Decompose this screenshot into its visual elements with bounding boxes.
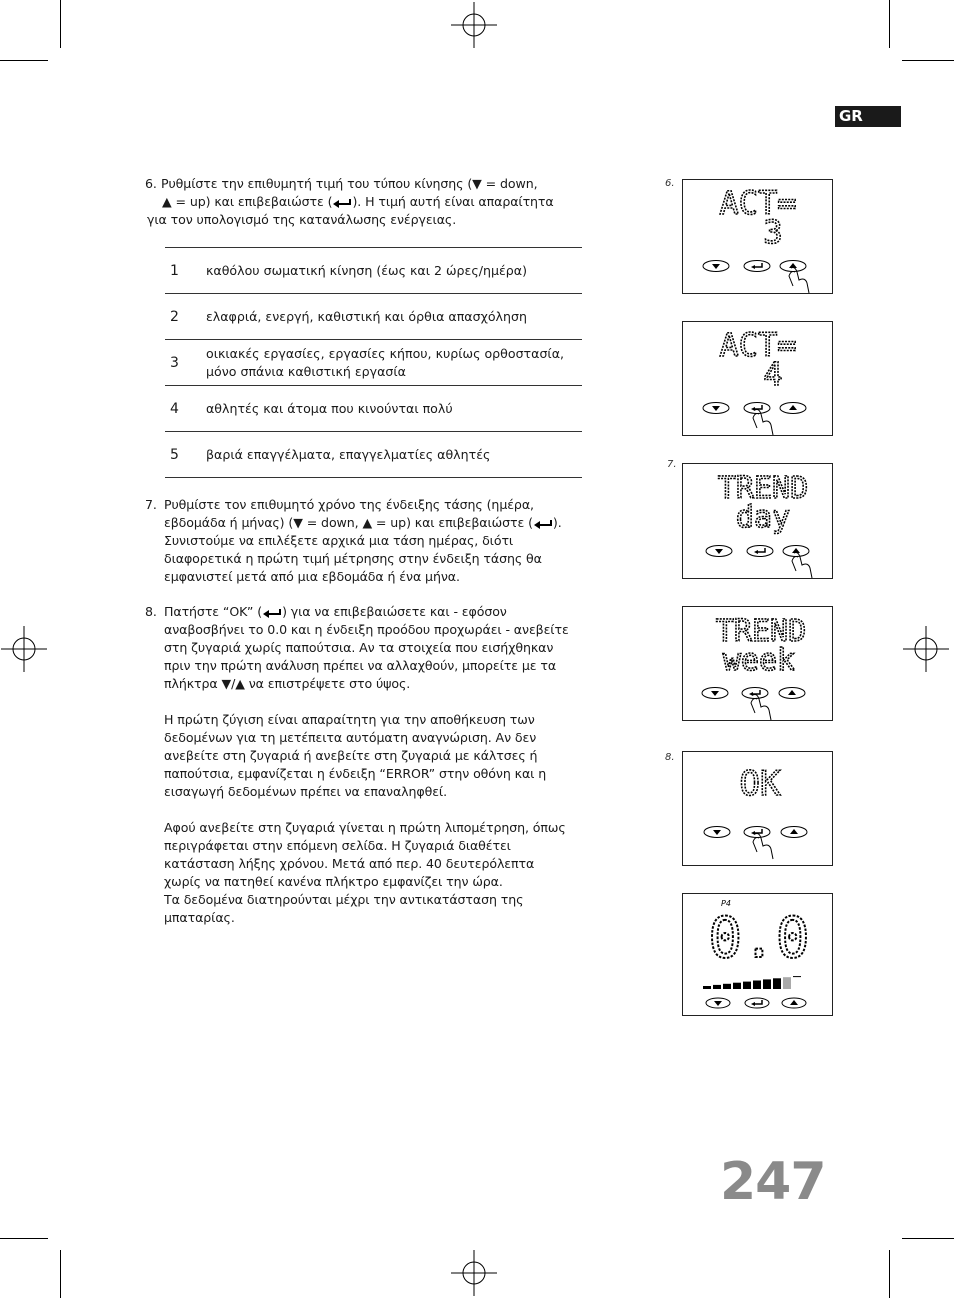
crop-mark xyxy=(889,1250,890,1298)
registration-mark-icon xyxy=(903,626,949,672)
progress-segment xyxy=(753,981,761,990)
enter-button-icon[interactable] xyxy=(742,688,768,699)
step-number: 7. xyxy=(145,497,157,512)
step-line: Ρυθμίστε τον επιθυμητό χρόνο της ένδειξης τάσης (ημέρα, xyxy=(164,497,534,512)
table-row xyxy=(165,431,582,478)
progress-segment xyxy=(733,983,741,989)
progress-segment xyxy=(713,985,721,989)
step-line: περιγράφεται στην επόμενη σελίδα. Η ζυγαριά διαθέτει xyxy=(164,838,511,853)
enter-key-icon xyxy=(262,608,282,618)
step-line: εβδομάδα ή μήνας) (▼ = down, ▲ = up) και επιβεβαιώστε ( ). xyxy=(164,515,562,530)
step-line: εμφανιστεί μετά από μια εβδομάδα ή ένα μήνα. xyxy=(164,569,460,584)
progress-segment xyxy=(793,976,801,977)
lcd-panel-trend-week xyxy=(682,606,833,721)
crop-mark xyxy=(0,1238,48,1239)
lcd-line-2: day xyxy=(735,500,791,535)
lcd-line-2: 4 xyxy=(763,355,783,393)
registration-mark-icon xyxy=(1,626,47,672)
step-line: Αφού ανεβείτε στη ζυγαριά γίνεται η πρώτη λιπομέτρηση, όπως xyxy=(164,820,566,835)
crop-mark xyxy=(902,60,954,61)
step-line: για τον υπολογισμό της κατανάλωσης ενέργειας. xyxy=(147,212,457,227)
user-tag: P4 xyxy=(721,899,731,908)
lcd-line-1: TREND xyxy=(717,471,809,506)
enter-button-icon[interactable] xyxy=(744,827,770,838)
down-button-icon[interactable] xyxy=(703,261,729,272)
lcd-line-2: 3 xyxy=(763,213,783,251)
lcd-line-2: week xyxy=(722,643,796,678)
step-number: 6. xyxy=(145,176,157,191)
step-number: 8. xyxy=(145,604,157,619)
step-line: παπούτσια, εμφανίζεται η ένδειξη “ERROR” στην οθόνη και η xyxy=(164,766,547,781)
step-line: στη ζυγαριά χωρίς παπούτσια. Αν τα στοιχεία που εισήχθηκαν xyxy=(164,640,554,655)
activity-level: 1 xyxy=(170,262,179,279)
step-line: Συνιστούμε να επιλέξετε αρχικά μια τάση ημέρας, διότι xyxy=(164,533,514,548)
crop-mark xyxy=(889,0,890,48)
activity-level: 3 xyxy=(170,354,179,371)
registration-mark-icon xyxy=(451,1250,497,1296)
activity-level: 2 xyxy=(170,308,179,325)
down-button-icon[interactable] xyxy=(702,688,728,699)
lcd-line-1: ACT= xyxy=(719,326,797,364)
activity-description: οικιακές εργασίες, εργασίες κήπου, κυρίως ορθοστασία, μόνο σπάνια καθιστική εργασία xyxy=(206,345,564,379)
enter-button-icon[interactable] xyxy=(744,403,770,414)
panel-label: 6. xyxy=(665,178,675,189)
step-line: Ρυθμίστε την επιθυμητή τιμή του τύπου κίνησης (▼ = down, xyxy=(161,176,538,191)
up-button-icon[interactable] xyxy=(781,827,807,838)
step-body xyxy=(164,496,562,586)
up-button-icon[interactable] xyxy=(780,403,806,414)
lcd-line-1: TREND xyxy=(715,614,807,649)
activity-table xyxy=(165,247,582,478)
lcd-panel-act-3 xyxy=(682,179,833,294)
page-number: 247 xyxy=(720,1152,826,1212)
panel-label: 7. xyxy=(667,459,677,470)
up-button-icon[interactable] xyxy=(780,261,806,272)
progress-segment xyxy=(773,978,781,989)
table-row xyxy=(165,247,582,293)
down-button-icon[interactable] xyxy=(706,998,730,1008)
enter-button-icon[interactable] xyxy=(745,998,769,1008)
step-line: εισαγωγή δεδομένων πρέπει να επαναληφθεί. xyxy=(164,784,447,799)
enter-key-icon xyxy=(533,519,553,529)
table-row xyxy=(165,293,582,339)
progress-segment xyxy=(763,979,771,989)
up-button-icon[interactable] xyxy=(783,546,809,557)
language-tab: GR xyxy=(835,106,901,127)
lcd-line-1: ACT= xyxy=(719,184,797,222)
enter-button-icon[interactable] xyxy=(747,546,773,557)
lcd-panel-act-4 xyxy=(682,321,833,436)
lcd-panel-ok xyxy=(682,751,833,866)
step-body xyxy=(164,603,569,927)
enter-key-icon xyxy=(332,198,352,208)
crop-mark xyxy=(60,1250,61,1298)
lcd-panel-zero xyxy=(682,893,833,1016)
enter-button-icon[interactable] xyxy=(744,261,770,272)
activity-level: 5 xyxy=(170,446,179,463)
activity-description: ελαφριά, ενεργή, καθιστική και όρθια απασχόληση xyxy=(206,308,527,324)
step-line xyxy=(161,193,554,211)
step-line: μπαταρίας. xyxy=(164,910,235,925)
step-line: κατάσταση λήξης χρόνου. Μετά από περ. 40 δευτερόλεπτα xyxy=(164,856,535,871)
step-line: δεδομένων για τη μετέπειτα αυτόματη αναγνώριση. Αν δεν xyxy=(164,730,537,745)
activity-level: 4 xyxy=(170,400,179,417)
step-line: πριν την πρώτη ανάλυση πρέπει να αλλαχθούν, μπορείτε με τα xyxy=(164,658,557,673)
down-button-icon[interactable] xyxy=(706,546,732,557)
crop-mark xyxy=(902,1238,954,1239)
lcd-line-1: OK xyxy=(739,764,781,804)
step-line: Πατήστε “OK” ( ) για να επιβεβαιώσετε και - εφόσον xyxy=(164,604,507,619)
registration-mark-icon xyxy=(451,2,497,48)
lcd-panel-trend-day xyxy=(682,463,833,579)
step-text: ▲ = up) και επιβεβαιώστε ( xyxy=(162,194,333,209)
down-button-icon[interactable] xyxy=(704,827,730,838)
weight-display: 0.0 xyxy=(708,906,810,971)
up-button-icon[interactable] xyxy=(782,998,806,1008)
step-line: πλήκτρα ▼/▲ να επιστρέψετε στο ύψος. xyxy=(164,676,411,691)
step-line: αναβοσβήνει το 0.0 και η ένδειξη προόδου προχωράει - ανεβείτε xyxy=(164,622,569,637)
step-line: χωρίς να πατηθεί κανένα πλήκτρο εμφανίζει την ώρα. xyxy=(164,874,503,889)
progress-segment xyxy=(783,977,791,989)
step-text: ). Η τιμή αυτή είναι απαραίτητα xyxy=(352,194,554,209)
down-button-icon[interactable] xyxy=(703,403,729,414)
step-body xyxy=(147,175,554,229)
up-button-icon[interactable] xyxy=(779,688,805,699)
activity-description: βαριά επαγγέλματα, επαγγελματίες αθλητές xyxy=(206,446,491,462)
progress-segment xyxy=(703,986,711,989)
panel-label: 8. xyxy=(665,752,675,763)
crop-mark xyxy=(60,0,61,48)
progress-segment xyxy=(723,984,731,989)
progress-bar xyxy=(703,976,801,989)
table-row xyxy=(165,339,582,385)
step-line: Η πρώτη ζύγιση είναι απαραίτητη για την αποθήκευση των xyxy=(164,712,535,727)
progress-segment xyxy=(743,982,751,989)
table-row xyxy=(165,385,582,431)
crop-mark xyxy=(0,60,48,61)
activity-description: αθλητές και άτομα που κινούνται πολύ xyxy=(206,400,453,416)
step-line: διαφορετικά η πρώτη τιμή μέτρησης στην ένδειξη τάσης θα xyxy=(164,551,542,566)
activity-description: καθόλου σωματική κίνηση (έως και 2 ώρες/ημέρα) xyxy=(206,262,527,278)
step-line: ανεβείτε στη ζυγαριά ή ανεβείτε στη ζυγαριά με κάλτσες ή xyxy=(164,748,538,763)
step-line: Τα δεδομένα διατηρούνται μέχρι την αντικατάσταση της xyxy=(164,892,524,907)
